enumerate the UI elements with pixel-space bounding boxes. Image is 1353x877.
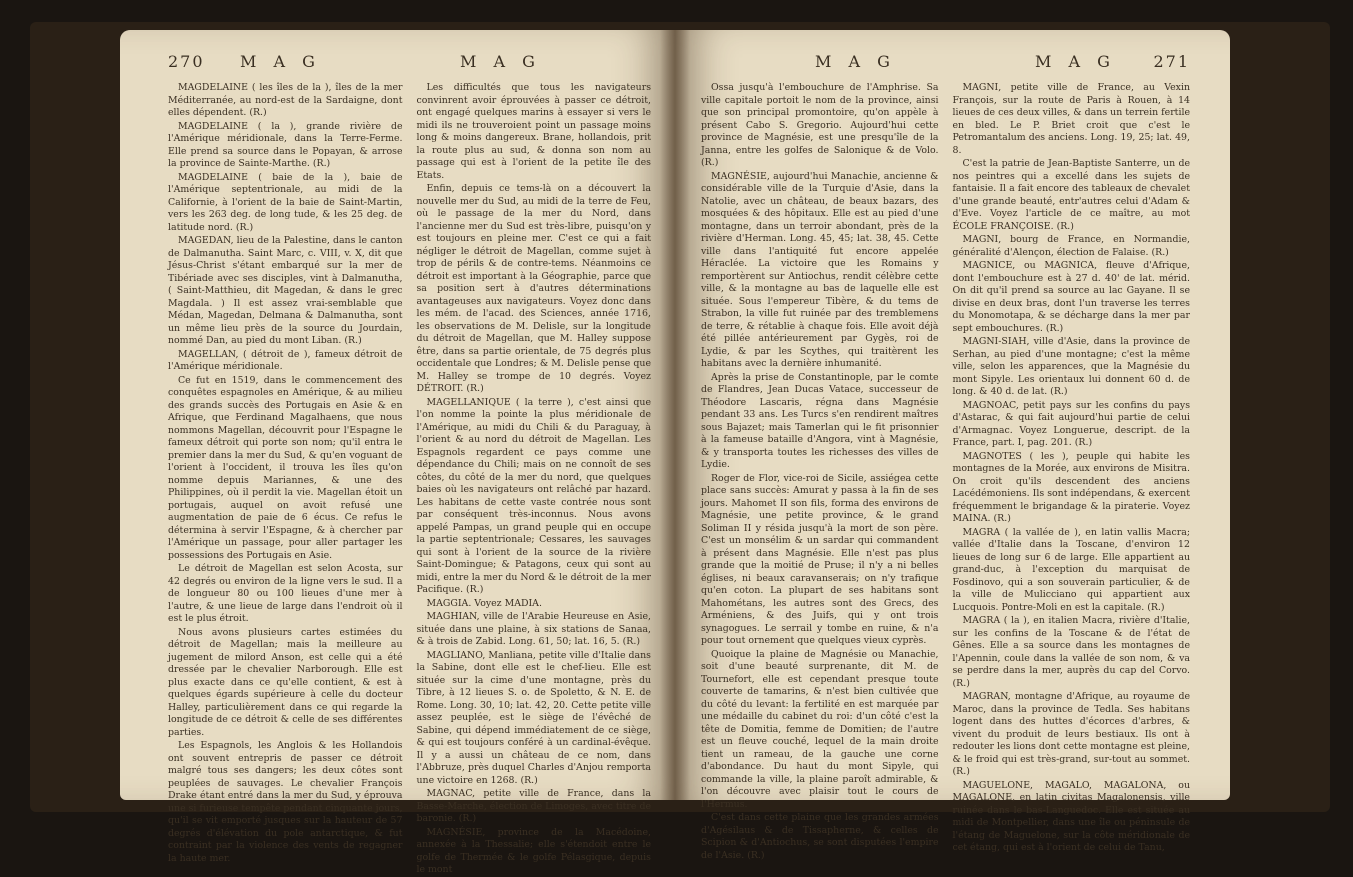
right-page-header [675,52,1230,76]
left-page-header [120,52,675,76]
right-column-1 [701,82,939,861]
entry-paragraph: MAGELLANIQUE ( la terre ), c'est ainsi que l'on nomme la pointe la plus méridionale de l'Amérique, au midi du Chili & du Paraguay, à l'orient & au nord du détroit de Magellan. Les Espagnols regardent ce pays comme une dépendance du Chili; mais on ne connoît de ses côtes, du côté de la mer du nord, que quelques baies où les navigateurs ont relâché par hazard. Les habitans de cette vaste contrée nous sont par conséquent très-inconnus. Nous avons appelé Pampas, un grand peuple qui en occupe la partie septentrionale; Cessares, les sauvages qui sont à l'orient de la source de la rivière Saint-Domingue; & Patagons, ceux qui sont au midi, entre la mer du Nord & le détroit de la mer Pacifique. (R.) [416,396,651,595]
left-header-word-1: M A G [240,52,321,71]
entry-paragraph: MAGHIAN, ville de l'Arabie Heureuse en Asie, située dans une plaine, à six stations de Sanaa, & à trois de Zabid. Long. 61, 50; lat. 16, 5. (R.) [416,611,651,647]
left-page-number: 270 [168,52,205,71]
entry-paragraph: Après la prise de Constantinople, par le comte de Flandres, Jean Ducas Vatace, successeur de Théodore Lascaris, régna dans Magnésie pendant 33 ans. Les Turcs s'en rendirent maîtres sous Bajazet; mais Tamerlan qui le fit prisonnier à la fameuse bataille d'Angora, vint à Magnésie, & y transporta toutes les richesses des villes de Lydie. [701,371,939,470]
right-column-2 [952,82,1191,853]
entry-paragraph: MAGLIANO, Manliana, petite ville d'Italie dans la Sabine, dont elle est le chef-lieu. Elle est située sur la cime d'une montagne, près du Tibre, à 12 lieues S. o. de Spoletto, & N. E. de Rome. Long. 30, 10; lat. 42, 20. Cette petite ville assez peuplée, est le siège de l'évêché de Sabine, qui dépend immédiatement de ce siège, & qui est toujours conféré à un cardinal-évêque. Il y a aussi un château de ce nom, dans l'Abbruze, près duquel Charles d'Anjou remporta une victoire en 1268. (R.) [416,649,651,786]
entry-paragraph: Nous avons plusieurs cartes estimées du détroit de Magellan; mais la meilleure au jugement de milord Anson, est celle qui a été dressée par le chevalier Narborough. Elle est plus exacte dans ce qu'elle contient, & est à quelques égards supérieure à celle du docteur Halley, particulièrement dans ce qui regarde la longitude de ce détroit & celle de ses différentes parties. [168,626,403,738]
entry-paragraph: Enfin, depuis ce tems-là on a découvert la nouvelle mer du Sud, au midi de la terre de Feu, où le passage de la mer du Nord, dans l'ancienne mer du Sud est très-libre, puisqu'on y est toujours en pleine mer. C'est ce qui a fait négliger le détroit de Magellan, comme sujet à trop de périls & de contre-tems. Néanmoins ce détroit est important à la Géographie, parce que sa position sert à d'autres déterminations avantageuses aux navigateurs. Voyez donc dans les mém. de l'acad. des Sciences, année 1716, les observations de M. Delisle, sur la longitude du détroit de Magellan, que M. Halley suppose être, dans sa partie orientale, de 75 degrés plus occidentale que Londres; & M. Delisle pense que M. Halley se trompe de 10 degrés. Voyez DÉTROIT. (R.) [416,183,651,394]
entry-paragraph: Ce fut en 1519, dans le commencement des conquêtes espagnoles en Amérique, & au milieu des grands succès des Portugais en Asie & en Afrique, que Ferdinand Magalhaens, que nous nommons Magellan, découvrit pour l'Espagne le fameux détroit qui porte son nom; qu'il entra le premier dans la mer du Sud, & qu'en voguant de l'orient à l'occident, il trouva les îles qu'on nomme depuis Mariannes, & une des Philippines, où il perdit la vie. Magellan étoit un portugais, auquel on avoit refusé une augmentation de paie de 6 écus. Ce refus le détermina à servir l'Espagne, & à chercher par l'Amérique un passage, pour aller partager les possessions des Portugais en Asie. [168,374,403,561]
left-column-1 [168,82,403,864]
entry-paragraph: MAGDELAINE ( baie de la ), baie de l'Amérique septentrionale, au midi de la Californie, à l'orient de la baie de Saint-Martin, vers les 263 deg. de long tude, & les 25 deg. de latitude nord. (R.) [168,171,403,233]
entry-paragraph: MAGNAC, petite ville de France, dans la Basse-Marche, élection de Limoges, avec titre de baronie. (R.) [416,788,651,824]
entry-paragraph: MAGNÉSIE, province de la Macédoine, annexée à la Thessalie; elle s'étendoit entre le golfe de Thermée & le golfe Pélasgique, depuis le mont [416,826,651,875]
left-page [120,30,675,875]
entry-paragraph: Le détroit de Magellan est selon Acosta, sur 42 degrés ou environ de la ligne vers le sud. Il a de longueur 80 ou 100 lieues d'une mer à l'autre, & une lieue de large dans l'endroit où il est le plus étroit. [168,563,403,624]
left-column-2 [416,82,652,875]
entry-paragraph: Quoique la plaine de Magnésie ou Manachie, soit d'une beauté surprenante, dit M. de Tournefort, elle est cependant presque toute couverte de tamarins, & n'est bien cultivée que du côté du levant: la fertilité en est marquée par une médaille du cabinet du roi: d'un côté c'est la tête de Domitia, femme de Domitien; de l'autre est un fleuve couché, lequel de la main droite tient un rameau, de la gauche une corne d'abondance. Du haut du mont Sipyle, qui commande la ville, la plaine paroît admirable, & l'on découvre avec plaisir tout le cours de l'Hermus. [701,648,939,810]
entry-paragraph: MAGNOTES ( les ), peuple qui habite les montagnes de la Morée, aux environs de Misitra. On croit qu'ils descendent des anciens Lacédémoniens. Ils sont indépendans, & exercent fréquemment le brigandage & la piraterie. Voyez MAINA. (R.) [952,450,1190,524]
left-header-word-2: M A G [460,52,541,71]
entry-paragraph: Les Espagnols, les Anglois & les Hollandois ont souvent entrepris de passer ce détroit malgré tous ses dangers; les deux côtes sont peuplées de sauvages. Le chevalier François Drake étant entré dans la mer du Sud, y éprouva une si furieuse tempête pendant cinquante jours, qu'il se vit emporté jusques sur la hauteur de 57 degrés d'élévation du pole antarctique, & fut contraint par la violence des vents de regagner la haute mer. [168,740,403,864]
left-page-columns [168,82,651,875]
entry-paragraph: MAGNI, bourg de France, en Normandie, généralité d'Alençon, élection de Falaise. (R.) [952,234,1190,258]
right-page-number: 271 [1153,52,1190,71]
entry-paragraph: MAGRAN, montagne d'Afrique, au royaume de Maroc, dans la province de Tedla. Ses habitans logent dans des huttes d'écorces d'arbres, & vivent du produit de leurs bestiaux. Ils ont à redouter les lions dont cette montagne est pleine, & le froid qui est très-grand, sur-tout au sommet. (R.) [952,691,1190,777]
entry-paragraph: MAGNÉSIE, aujourd'hui Manachie, ancienne & considérable ville de la Turquie d'Asie, dans la Natolie, avec un château, de beaux bazars, des mosquées & des hôpitaux. Elle est au pied d'une montagne, dans un terroir abondant, près de la rivière d'Herman. Long. 45, 45; lat. 38, 45. Cette ville dans l'antiquité fut encore appelée Héraclée. La victoire que les Romains y remportèrent sur Antiochus, rendit célèbre cette ville, & la montagne au bas de laquelle elle est située. Sous l'empereur Tibère, & du tems de Strabon, la ville fut ruinée par des tremblemens de terre, & rétablie à chaque fois. Elle avoit déjà été pillée antérieurement par Gygès, roi de Lydie, & par les Scythes, qui traitèrent les habitans avec la dernière inhumanité. [701,170,939,369]
entry-paragraph: MAGELLAN, ( détroit de ), fameux détroit de l'Amérique méridionale. [168,348,403,372]
right-page [675,30,1230,861]
entry-paragraph: MAGNOAC, petit pays sur les confins du pays d'Astarac, & qui fait aujourd'hui partie de celui d'Armagnac. Voyez Longuerue, descript. de la France, part. I, pag. 201. (R.) [952,399,1190,448]
entry-paragraph: Ossa jusqu'à l'embouchure de l'Amphrise. Sa ville capitale portoit le nom de la province, ainsi que son principal promontoire, qu'on appèle à présent Cabo S. Gregorio. Aujourd'hui cette province de Magnésie, est une presqu'île de la Janna, entre les golfes de Salonique & de Volo. (R.) [701,82,939,168]
entry-paragraph: MAGDELAINE ( la ), grande rivière de l'Amérique méridionale, dans la Terre-Ferme. Elle prend sa source dans le Popayan, & arrose la province de Sainte-Marthe. (R.) [168,120,403,169]
entry-paragraph: C'est la patrie de Jean-Baptiste Santerre, un de nos peintres qui a excellé dans les sujets de fantaisie. Il a fait encore des tableaux de chevalet d'une grande beauté, entr'autres celui d'Adam & d'Eve. Voyez l'article de ce maître, au mot ÉCOLE FRANÇOISE. (R.) [952,158,1190,232]
entry-paragraph: MAGNI, petite ville de France, au Vexin François, sur la route de Paris à Rouen, à 14 lieues de ces deux villes, & dans un terrein fertile en bled. Le P. Briet croit que c'est le Petromantalum des anciens. Long. 19, 25; lat. 49, 8. [952,82,1190,156]
entry-paragraph: Les difficultés que tous les navigateurs convinrent avoir éprouvées à passer ce détroit, ont engagé quelques marins à essayer si vers le midi ils ne trouveroient point un passage moins long & moins dangereux. Brane, hollandois, prit la route plus au sud, & donna son nom au passage qui est à l'orient de la petite île des Etats. [416,82,651,181]
entry-paragraph: MAGNICE, ou MAGNICA, fleuve d'Afrique, dont l'embouchure est à 27 d. 40' de lat. mérid. On dit qu'il prend sa source au lac Gayane. Il se divise en deux bras, dont l'un traverse les terres du Monomotapa, & se décharge dans la mer par sept embouchures. (R.) [952,260,1190,334]
right-header-word-1: M A G [815,52,896,71]
right-header-word-2: M A G [1035,52,1116,71]
entry-paragraph: MAGEDAN, lieu de la Palestine, dans le canton de Dalmanutha. Saint Marc, c. VIII, v. X, dit que Jésus-Christ s'étant embarqué sur la mer de Tibériade avec ses disciples, vint à Dalmanutha, ( Saint-Matthieu, dit Magedan, & dans le grec Magdala. ) Il est assez vrai-semblable que Médan, Magedan, Delmana & Dalmanutha, sont un même lieu près de la source du Jourdain, nommé Dan, au pied du mont Liban. (R.) [168,235,403,346]
entry-paragraph: MAGDELAINE ( les îles de la ), îles de la mer Méditerranée, au nord-est de la Sardaigne, dont elles dépendent. (R.) [168,82,403,118]
entry-paragraph: C'est dans cette plaine que les grandes armées d'Agésilaus & de Tissapherne, & celles de Scipion & d'Antiochus, se sont disputées l'empire de l'Asie. (R.) [701,812,939,861]
entry-paragraph: MAGUELONE, MAGALO, MAGALONA, ou MAGALONE, en latin civitas Magalonensis, ville ruinée dans le bas-Languedoc. Elle est située au midi de Montpellier, dans une île ou péninsule de l'étang de Maguelone, sur la côte méridionale de cet étang, qui est à l'orient de celui de Tanu, [952,779,1190,853]
entry-paragraph: MAGNI-SIAH, ville d'Asie, dans la province de Serhan, au pied d'une montagne; c'est la même ville, selon les apparences, que la Magnésie du mont Sipyle. Les orientaux lui donnent 60 d. de long. & 40 d. de lat. (R.) [952,336,1190,397]
entry-paragraph: MAGRA ( la vallée de ), en latin vallis Macra; vallée d'Italie dans la Toscane, d'environ 12 lieues de long sur 6 de large. Elle appartient au grand-duc, à l'exception du marquisat de Fosdinovo, qui a son souverain particulier, & de la ville de Mulicciano qui appartient aux Lucquois. Pontre-Moli en est la capitale. (R.) [952,526,1190,613]
entry-paragraph: MAGRA ( la ), en italien Macra, rivière d'Italie, sur les confins de la Toscane & de l'état de Gênes. Elle a sa source dans les montagnes de l'Apennin, coule dans la vallée de son nom, & va se perdre dans la mer, auprès du cap del Corvo. (R.) [952,615,1190,689]
book-spine-shadow [660,30,690,800]
entry-paragraph: Roger de Flor, vice-roi de Sicile, assiégea cette place sans succès: Amurat y passa à la fin de ses jours. Mahomet II son fils, forma des environs de Magnésie, une petite province, & le grand Soliman II y résida jusqu'à la mort de son père. C'est un monsélim & un sardar qui commandent à présent dans Magnésie. Elle n'est pas plus grande que la moitié de Pruse; il n'y a ni belles églises, ni beaux caravanserais; on n'y trafique qu'en coton. La plupart de ses habitans sont Mahométans, les autres sont des Grecs, des Arméniens, & des Juifs, qui y ont trois synagogues. Le serrail y tombe en ruine, & n'a pour tout ornement que quelques vieux cyprès. [701,472,939,646]
entry-paragraph: MAGGIA. Voyez MADIA. [426,597,542,609]
right-page-columns [701,82,1190,861]
